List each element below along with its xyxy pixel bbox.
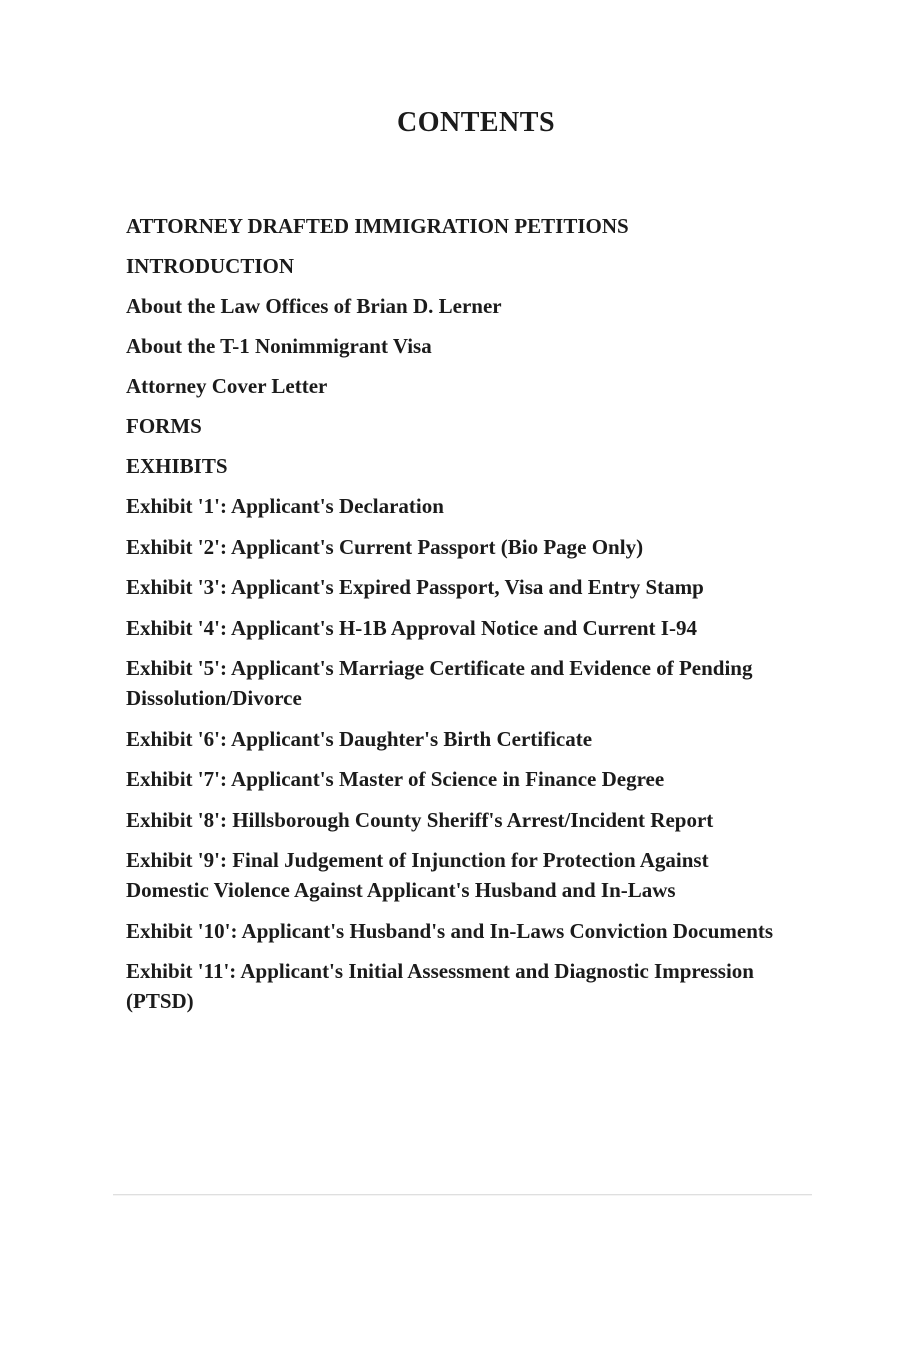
toc-exhibit-item: Exhibit '5': Applicant's Marriage Certificate and Evidence of Pending Dissolution/Divorce — [126, 656, 753, 710]
toc-exhibit-item: Exhibit '10': Applicant's Husband's and In-Laws Conviction Documents — [126, 918, 774, 943]
toc-section-heading: EXHIBITS — [126, 454, 228, 478]
toc-item: About the T-1 Nonimmigrant Visa — [126, 334, 432, 358]
toc-exhibit-item: Exhibit '6': Applicant's Daughter's Birth Certificate — [126, 726, 593, 751]
toc-exhibit-item: Exhibit '7': Applicant's Master of Science in Finance Degree — [126, 767, 665, 791]
toc-exhibit-item: Exhibit '2': Applicant's Current Passport (Bio Page Only) — [126, 534, 644, 559]
toc-exhibit-item: Exhibit '4': Applicant's H-1B Approval Notice and Current I-94 — [126, 615, 697, 640]
toc-exhibit-item: Exhibit '9': Final Judgement of Injunction for Protection Against Domestic Violence Against Applicant's Husband and In-Laws — [126, 848, 709, 902]
divider — [113, 1194, 812, 1195]
toc-heading: INTRODUCTION — [126, 254, 295, 278]
toc-item: About the Law Offices of Brian D. Lerner — [126, 294, 502, 318]
toc-heading: ATTORNEY DRAFTED IMMIGRATION PETITIONS — [126, 214, 629, 238]
toc-exhibit-item: Exhibit '1': Applicant's Declaration — [126, 494, 444, 518]
page-title: CONTENTS — [396, 107, 556, 138]
toc-section-heading: FORMS — [126, 414, 202, 438]
toc-exhibit-item: Exhibit '3': Applicant's Expired Passport, Visa and Entry Stamp — [126, 575, 704, 599]
toc-exhibit-item: Exhibit '8': Hillsborough County Sheriff's Arrest/Incident Report — [126, 807, 714, 832]
toc-list — [126, 211, 826, 1016]
toc-exhibit-item: Exhibit '11': Applicant's Initial Assessment and Diagnostic Impression (PTSD) — [126, 959, 754, 1013]
toc-item: Attorney Cover Letter — [126, 374, 328, 398]
